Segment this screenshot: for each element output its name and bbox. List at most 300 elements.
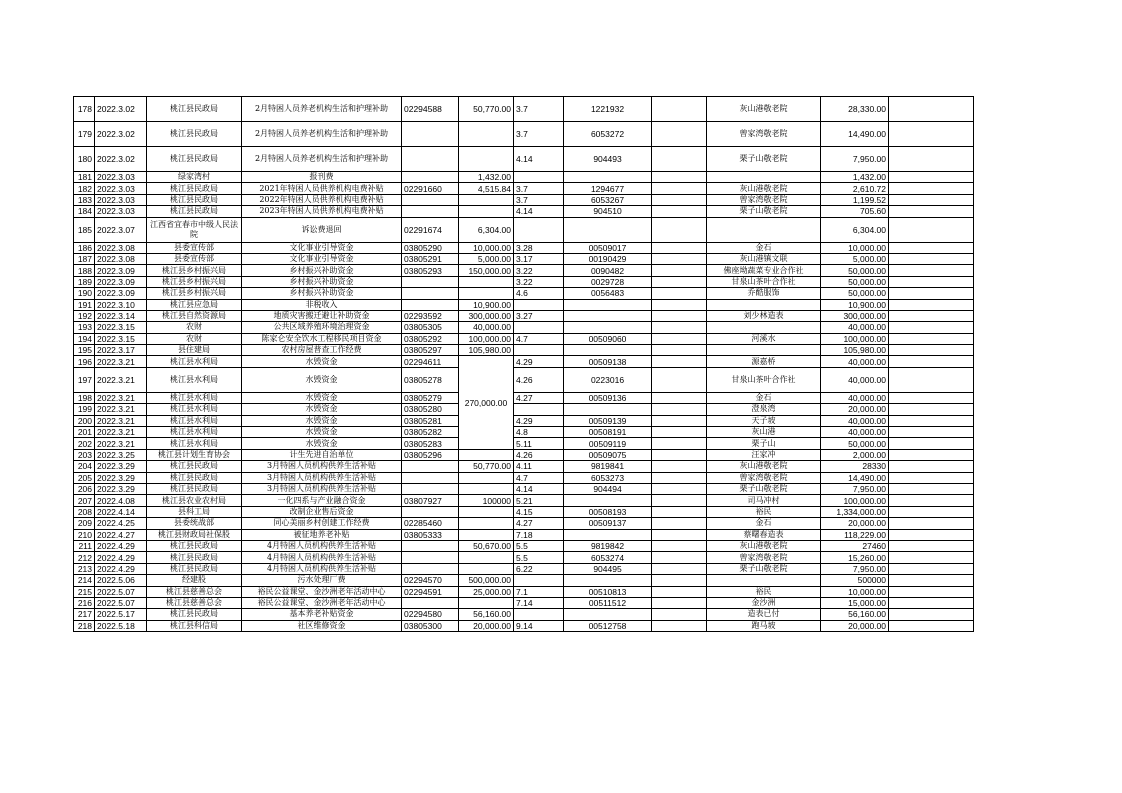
cell-date: 2022.3.08 xyxy=(95,253,147,264)
cell-recipient: 栗子山敬老院 xyxy=(707,147,821,172)
cell-vno: 7.14 xyxy=(514,597,564,608)
cell-empty xyxy=(889,194,974,205)
cell-item: 3月特困人员机构供养生活补贴 xyxy=(242,483,402,494)
cell-ref: 6053267 xyxy=(564,194,652,205)
table-row xyxy=(74,597,974,608)
cell-recipient: 裕民 xyxy=(707,506,821,517)
cell-code: 03805278 xyxy=(402,367,459,392)
cell-amount: 40,000.00 xyxy=(821,392,889,403)
cell-empty xyxy=(652,552,707,563)
cell-recipient: 栗子山敬老院 xyxy=(707,206,821,217)
cell-date: 2022.3.15 xyxy=(95,333,147,344)
cell-amount: 7,950.00 xyxy=(821,147,889,172)
cell-unit: 桃江县民政局 xyxy=(147,540,242,551)
cell-empty xyxy=(652,299,707,310)
cell-empty xyxy=(652,322,707,333)
cell-recipient: 佛座坳蔬菜专业合作社 xyxy=(707,265,821,276)
cell-code xyxy=(402,461,459,472)
cell-ref xyxy=(564,310,652,321)
cell-empty xyxy=(652,172,707,183)
cell-unit: 县住建局 xyxy=(147,345,242,356)
cell-income: 50,770.00 xyxy=(459,97,514,122)
cell-unit: 桃江县民政局 xyxy=(147,183,242,194)
cell-unit: 桃江县水利局 xyxy=(147,367,242,392)
cell-unit: 县委统战部 xyxy=(147,518,242,529)
cell-item: 3月特困人员机构供养生活补贴 xyxy=(242,472,402,483)
cell-code xyxy=(402,288,459,299)
cell-date: 2022.3.03 xyxy=(95,172,147,183)
cell-item: 2021年特困人员供养机构电费补贴 xyxy=(242,183,402,194)
cell-code: 03805279 xyxy=(402,392,459,403)
cell-amount: 40,000.00 xyxy=(821,367,889,392)
cell-item: 文化事业引导资金 xyxy=(242,253,402,264)
cell-recipient: 裕民 xyxy=(707,586,821,597)
cell-unit: 绿家湾村 xyxy=(147,172,242,183)
cell-vno: 3.28 xyxy=(514,242,564,253)
cell-empty xyxy=(652,575,707,586)
cell-code: 02291674 xyxy=(402,217,459,242)
cell-unit: 江西省宜春市中级人民法院 xyxy=(147,217,242,242)
cell-ref xyxy=(564,299,652,310)
table-row xyxy=(74,529,974,540)
cell-income: 25,000.00 xyxy=(459,586,514,597)
cell-unit: 桃江县乡村振兴局 xyxy=(147,265,242,276)
cell-ref xyxy=(564,345,652,356)
cell-date: 2022.5.07 xyxy=(95,597,147,608)
cell-no: 215 xyxy=(74,586,95,597)
cell-empty xyxy=(889,495,974,506)
cell-empty xyxy=(889,322,974,333)
cell-recipient: 灰山港镇文联 xyxy=(707,253,821,264)
cell-no: 188 xyxy=(74,265,95,276)
cell-code xyxy=(402,194,459,205)
cell-unit: 经建股 xyxy=(147,575,242,586)
cell-vno xyxy=(514,172,564,183)
cell-item: 2022年特困人员供养机构电费补贴 xyxy=(242,194,402,205)
cell-recipient xyxy=(707,217,821,242)
cell-no: 185 xyxy=(74,217,95,242)
cell-empty xyxy=(652,540,707,551)
cell-code xyxy=(402,147,459,172)
cell-empty xyxy=(889,483,974,494)
cell-empty xyxy=(889,333,974,344)
cell-code xyxy=(402,122,459,147)
cell-empty xyxy=(889,122,974,147)
cell-empty xyxy=(652,392,707,403)
cell-empty xyxy=(889,586,974,597)
cell-empty xyxy=(652,609,707,620)
cell-ref: 0090482 xyxy=(564,265,652,276)
cell-recipient: 金石 xyxy=(707,518,821,529)
cell-recipient: 灰山港敬老院 xyxy=(707,540,821,551)
cell-no: 206 xyxy=(74,483,95,494)
cell-recipient: 灰山港敬老院 xyxy=(707,461,821,472)
cell-unit: 桃江县农业农村局 xyxy=(147,495,242,506)
cell-income xyxy=(459,506,514,517)
cell-vno: 5.21 xyxy=(514,495,564,506)
cell-vno xyxy=(514,575,564,586)
cell-income: 50,770.00 xyxy=(459,461,514,472)
cell-amount: 50,000.00 xyxy=(821,265,889,276)
table-row xyxy=(74,122,974,147)
cell-income xyxy=(459,518,514,529)
cell-date: 2022.4.29 xyxy=(95,552,147,563)
cell-income: 6,304.00 xyxy=(459,217,514,242)
cell-item: 改制企业售后资金 xyxy=(242,506,402,517)
cell-empty xyxy=(889,172,974,183)
cell-ref: 00509138 xyxy=(564,356,652,367)
cell-empty xyxy=(652,620,707,631)
cell-date: 2022.3.25 xyxy=(95,449,147,460)
cell-vno: 4.27 xyxy=(514,392,564,403)
cell-recipient: 河溪水 xyxy=(707,333,821,344)
cell-empty xyxy=(889,427,974,438)
cell-income xyxy=(459,449,514,460)
cell-ref: 00509137 xyxy=(564,518,652,529)
cell-no: 208 xyxy=(74,506,95,517)
cell-recipient: 曾家湾敬老院 xyxy=(707,122,821,147)
cell-code: 03805292 xyxy=(402,333,459,344)
cell-date: 2022.4.08 xyxy=(95,495,147,506)
cell-amount: 105,980.00 xyxy=(821,345,889,356)
cell-empty xyxy=(652,265,707,276)
cell-ref: 904510 xyxy=(564,206,652,217)
cell-amount: 10,000.00 xyxy=(821,586,889,597)
cell-ref xyxy=(564,172,652,183)
cell-income xyxy=(459,194,514,205)
cell-item: 计生先进自治单位 xyxy=(242,449,402,460)
cell-empty xyxy=(652,518,707,529)
cell-date: 2022.3.21 xyxy=(95,392,147,403)
cell-unit: 桃江县乡村振兴局 xyxy=(147,288,242,299)
cell-unit: 农财 xyxy=(147,322,242,333)
cell-code: 03807927 xyxy=(402,495,459,506)
cell-recipient: 乔酷服饰 xyxy=(707,288,821,299)
cell-income: 40,000.00 xyxy=(459,322,514,333)
cell-code: 02294570 xyxy=(402,575,459,586)
cell-ref: 00508191 xyxy=(564,427,652,438)
cell-no: 205 xyxy=(74,472,95,483)
cell-recipient xyxy=(707,172,821,183)
cell-item: 2月特困人员养老机构生活和护理补助 xyxy=(242,147,402,172)
cell-amount: 2,000.00 xyxy=(821,449,889,460)
cell-amount: 1,432.00 xyxy=(821,172,889,183)
cell-code xyxy=(402,563,459,574)
cell-vno: 3.7 xyxy=(514,183,564,194)
cell-amount: 1,334,000.00 xyxy=(821,506,889,517)
table-row xyxy=(74,449,974,460)
cell-empty xyxy=(652,415,707,426)
cell-no: 179 xyxy=(74,122,95,147)
cell-amount: 5,000.00 xyxy=(821,253,889,264)
cell-no: 178 xyxy=(74,97,95,122)
cell-item: 裕民公益课堂、金沙洲老年活动中心 xyxy=(242,586,402,597)
table-row xyxy=(74,367,974,392)
cell-unit: 桃江县民政局 xyxy=(147,122,242,147)
cell-empty xyxy=(652,217,707,242)
cell-date: 2022.3.09 xyxy=(95,265,147,276)
cell-ref xyxy=(564,322,652,333)
cell-code xyxy=(402,540,459,551)
cell-recipient: 刘少林造表 xyxy=(707,310,821,321)
cell-unit: 桃江县应急局 xyxy=(147,299,242,310)
cell-no: 201 xyxy=(74,427,95,438)
cell-code: 03805290 xyxy=(402,242,459,253)
cell-item: 乡村振兴补助资金 xyxy=(242,276,402,287)
cell-vno: 4.8 xyxy=(514,427,564,438)
cell-unit: 桃江县水利局 xyxy=(147,438,242,449)
cell-empty xyxy=(889,345,974,356)
table-row xyxy=(74,299,974,310)
cell-amount: 100,000.00 xyxy=(821,333,889,344)
cell-empty xyxy=(889,552,974,563)
cell-amount: 40,000.00 xyxy=(821,322,889,333)
cell-code xyxy=(402,276,459,287)
cell-empty xyxy=(889,597,974,608)
cell-amount: 40,000.00 xyxy=(821,415,889,426)
cell-recipient: 金石 xyxy=(707,392,821,403)
cell-empty xyxy=(652,206,707,217)
cell-income xyxy=(459,147,514,172)
cell-ref xyxy=(564,529,652,540)
cell-unit: 桃江县水利局 xyxy=(147,392,242,403)
cell-unit: 桃江县乡村振兴局 xyxy=(147,276,242,287)
cell-income xyxy=(459,483,514,494)
cell-ref xyxy=(564,495,652,506)
cell-empty xyxy=(889,563,974,574)
cell-unit: 县委宣传部 xyxy=(147,242,242,253)
cell-ref: 00510813 xyxy=(564,586,652,597)
cell-income: 10,900.00 xyxy=(459,299,514,310)
cell-vno: 5.5 xyxy=(514,552,564,563)
cell-code xyxy=(402,472,459,483)
cell-date: 2022.4.29 xyxy=(95,563,147,574)
cell-vno: 4.15 xyxy=(514,506,564,517)
cell-item: 水毁资金 xyxy=(242,356,402,367)
cell-vno: 4.26 xyxy=(514,449,564,460)
cell-no: 190 xyxy=(74,288,95,299)
cell-unit: 桃江县民政局 xyxy=(147,609,242,620)
cell-amount: 20,000.00 xyxy=(821,404,889,415)
cell-income: 1,432.00 xyxy=(459,172,514,183)
cell-empty xyxy=(889,506,974,517)
cell-no: 200 xyxy=(74,415,95,426)
cell-empty xyxy=(889,367,974,392)
cell-code xyxy=(402,552,459,563)
cell-vno: 4.7 xyxy=(514,472,564,483)
cell-ref: 6053274 xyxy=(564,552,652,563)
cell-code: 03805333 xyxy=(402,529,459,540)
cell-vno: 7.18 xyxy=(514,529,564,540)
cell-item: 陈家仑安全饮水工程移民项目资金 xyxy=(242,333,402,344)
cell-empty xyxy=(652,310,707,321)
cell-unit: 桃江县民政局 xyxy=(147,194,242,205)
cell-code: 03805296 xyxy=(402,449,459,460)
cell-no: 217 xyxy=(74,609,95,620)
cell-recipient: 甘泉山茶叶合作社 xyxy=(707,276,821,287)
cell-item: 报刊费 xyxy=(242,172,402,183)
cell-amount: 118,229.00 xyxy=(821,529,889,540)
cell-recipient xyxy=(707,299,821,310)
cell-recipient: 汪家冲 xyxy=(707,449,821,460)
cell-recipient: 灰山港敬老院 xyxy=(707,97,821,122)
cell-amount: 15,260.00 xyxy=(821,552,889,563)
cell-date: 2022.3.15 xyxy=(95,322,147,333)
cell-date: 2022.3.03 xyxy=(95,194,147,205)
table-row xyxy=(74,438,974,449)
cell-no: 199 xyxy=(74,404,95,415)
table-row xyxy=(74,506,974,517)
cell-unit: 桃江县自然资源局 xyxy=(147,310,242,321)
cell-empty xyxy=(889,609,974,620)
cell-code: 03805280 xyxy=(402,404,459,415)
cell-vno: 5.5 xyxy=(514,540,564,551)
cell-amount: 27460 xyxy=(821,540,889,551)
cell-ref: 904495 xyxy=(564,563,652,574)
cell-code: 03805282 xyxy=(402,427,459,438)
table-row xyxy=(74,415,974,426)
cell-date: 2022.3.02 xyxy=(95,122,147,147)
cell-income: 50,670.00 xyxy=(459,540,514,551)
table-row xyxy=(74,472,974,483)
cell-ref: 0223016 xyxy=(564,367,652,392)
cell-vno: 3.7 xyxy=(514,122,564,147)
cell-item: 2月特困人员养老机构生活和护理补助 xyxy=(242,97,402,122)
cell-income xyxy=(459,597,514,608)
cell-no: 216 xyxy=(74,597,95,608)
cell-item: 2月特困人员养老机构生活和护理补助 xyxy=(242,122,402,147)
cell-ref: 904494 xyxy=(564,483,652,494)
cell-code xyxy=(402,299,459,310)
cell-no: 198 xyxy=(74,392,95,403)
cell-no: 187 xyxy=(74,253,95,264)
cell-amount: 7,950.00 xyxy=(821,563,889,574)
cell-item: 非税收入 xyxy=(242,299,402,310)
table-row xyxy=(74,483,974,494)
cell-empty xyxy=(652,97,707,122)
cell-recipient: 澄泉湾 xyxy=(707,404,821,415)
cell-vno: 4.26 xyxy=(514,367,564,392)
cell-no: 189 xyxy=(74,276,95,287)
cell-ref: 00512758 xyxy=(564,620,652,631)
cell-empty xyxy=(889,461,974,472)
cell-recipient: 造表已付 xyxy=(707,609,821,620)
cell-empty xyxy=(889,472,974,483)
cell-vno: 9.14 xyxy=(514,620,564,631)
cell-date: 2022.3.21 xyxy=(95,404,147,415)
cell-no: 202 xyxy=(74,438,95,449)
cell-no: 186 xyxy=(74,242,95,253)
cell-item: 地质灾害搬迁避让补助资金 xyxy=(242,310,402,321)
cell-code: 03805293 xyxy=(402,265,459,276)
cell-vno xyxy=(514,345,564,356)
table-row xyxy=(74,427,974,438)
cell-recipient xyxy=(707,345,821,356)
cell-vno xyxy=(514,404,564,415)
cell-vno: 3.17 xyxy=(514,253,564,264)
cell-code xyxy=(402,597,459,608)
cell-ref: 00509119 xyxy=(564,438,652,449)
cell-vno: 3.22 xyxy=(514,265,564,276)
cell-date: 2022.3.07 xyxy=(95,217,147,242)
cell-empty xyxy=(652,495,707,506)
cell-no: 180 xyxy=(74,147,95,172)
cell-item: 乡村振兴补助资金 xyxy=(242,265,402,276)
cell-amount: 1,199.52 xyxy=(821,194,889,205)
cell-ref: 00509017 xyxy=(564,242,652,253)
cell-amount: 2,610.72 xyxy=(821,183,889,194)
cell-ref xyxy=(564,575,652,586)
cell-vno xyxy=(514,609,564,620)
cell-recipient: 栗子山 xyxy=(707,438,821,449)
cell-date: 2022.4.29 xyxy=(95,540,147,551)
cell-amount: 705.60 xyxy=(821,206,889,217)
cell-empty xyxy=(652,529,707,540)
table-row xyxy=(74,206,974,217)
cell-vno: 4.27 xyxy=(514,518,564,529)
cell-empty xyxy=(652,438,707,449)
cell-income: 100,000.00 xyxy=(459,333,514,344)
cell-vno: 4.11 xyxy=(514,461,564,472)
table-row xyxy=(74,392,974,403)
cell-empty xyxy=(652,356,707,367)
cell-no: 194 xyxy=(74,333,95,344)
cell-date: 2022.5.07 xyxy=(95,586,147,597)
cell-no: 193 xyxy=(74,322,95,333)
cell-amount: 40,000.00 xyxy=(821,356,889,367)
cell-vno: 4.14 xyxy=(514,206,564,217)
cell-recipient: 金沙洲 xyxy=(707,597,821,608)
table-row xyxy=(74,552,974,563)
cell-ref: 00508193 xyxy=(564,506,652,517)
table-row xyxy=(74,97,974,122)
cell-income xyxy=(459,563,514,574)
cell-amount: 300,000.00 xyxy=(821,310,889,321)
cell-recipient: 曾家湾敬老院 xyxy=(707,194,821,205)
cell-unit: 桃江县民政局 xyxy=(147,461,242,472)
table-row xyxy=(74,147,974,172)
table-row xyxy=(74,563,974,574)
cell-unit: 桃江县水利局 xyxy=(147,404,242,415)
cell-date: 2022.3.03 xyxy=(95,206,147,217)
cell-recipient: 灰山港敬老院 xyxy=(707,183,821,194)
table-row xyxy=(74,345,974,356)
cell-empty xyxy=(889,438,974,449)
cell-ref xyxy=(564,217,652,242)
cell-income xyxy=(459,529,514,540)
cell-vno: 3.7 xyxy=(514,194,564,205)
cell-no: 204 xyxy=(74,461,95,472)
cell-empty xyxy=(889,276,974,287)
cell-income xyxy=(459,552,514,563)
table-row xyxy=(74,322,974,333)
cell-date: 2022.3.03 xyxy=(95,183,147,194)
cell-empty xyxy=(889,97,974,122)
cell-no: 196 xyxy=(74,356,95,367)
cell-amount: 20,000.00 xyxy=(821,518,889,529)
cell-income: 56,160.00 xyxy=(459,609,514,620)
cell-empty xyxy=(889,147,974,172)
cell-date: 2022.3.21 xyxy=(95,356,147,367)
cell-unit: 桃江县财政局社保股 xyxy=(147,529,242,540)
cell-recipient xyxy=(707,322,821,333)
cell-code: 03805297 xyxy=(402,345,459,356)
cell-unit: 桃江县水利局 xyxy=(147,427,242,438)
cell-amount: 7,950.00 xyxy=(821,483,889,494)
cell-income xyxy=(459,472,514,483)
cell-empty xyxy=(889,392,974,403)
cell-empty xyxy=(652,333,707,344)
